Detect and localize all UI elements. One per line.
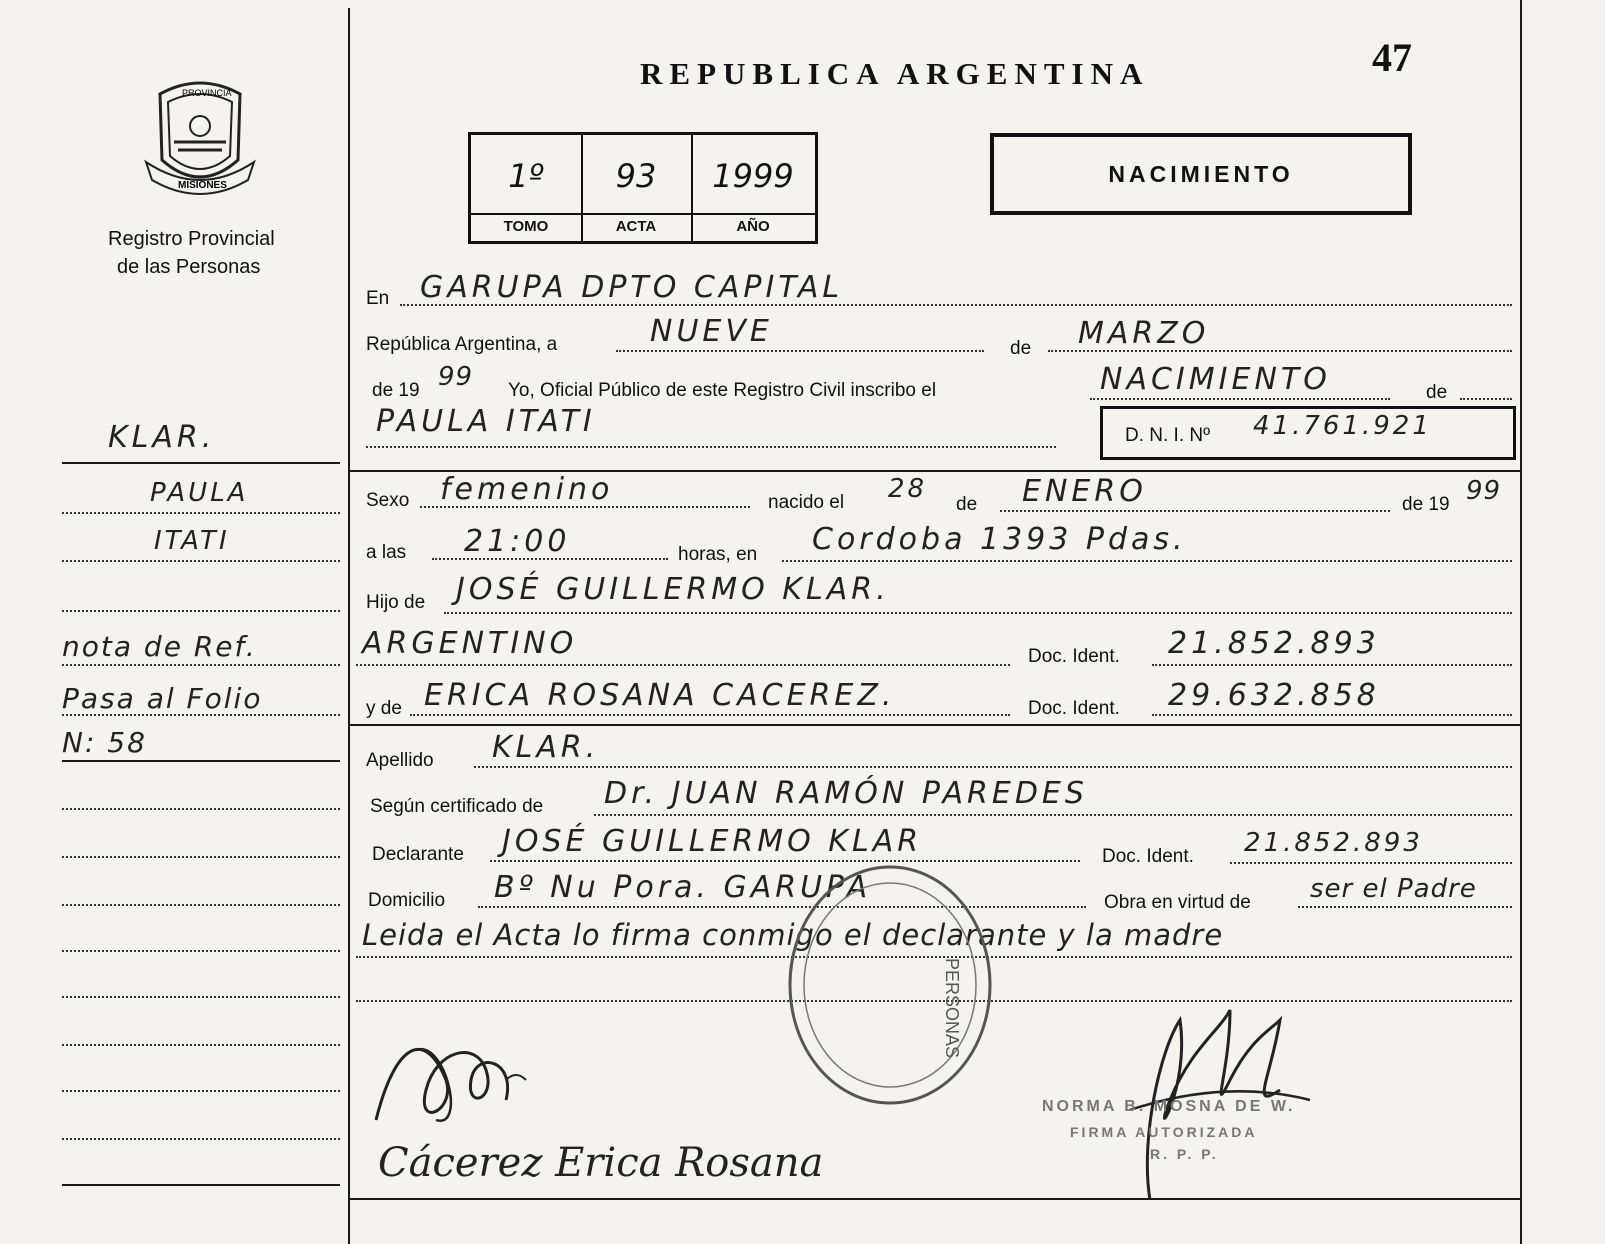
margin-line-6 [62,714,340,716]
leida-statement: Leida el Acta lo firma conmigo el declarante y la madre [362,918,1224,952]
tomo-cell [471,135,583,241]
margin-line-14 [62,1090,340,1092]
margin-line-8 [62,808,340,810]
record-type-box [990,133,1412,215]
acta-value: 93 [615,157,657,195]
de3-label: de [956,494,978,515]
ano-cell [691,135,815,241]
nacido-day: 28 [888,474,928,504]
margin-line-3 [62,560,340,562]
dni-box [1100,406,1516,460]
dni-label: D. N. I. Nº [1125,425,1211,446]
margin-name-2: ITATI [154,526,230,556]
hora-value: 21:00 [464,524,571,559]
margin-line-1 [62,462,340,464]
padre-nac-line [356,664,1010,666]
bottom-rule [350,1198,1520,1200]
margin-line-12 [62,996,340,998]
certificado-value: Dr. JUAN RAMÓN PAREDES [604,776,1088,811]
tomo-value: 1º [508,157,544,195]
de2-line [1460,398,1512,400]
obra-value: ser el Padre [1310,874,1477,904]
margin-line-4 [62,610,340,612]
declarante-label: Declarante [372,844,464,865]
margin-name-1: PAULA [150,478,249,508]
padre-nacionalidad: ARGENTINO [362,626,578,661]
obra-label: Obra en virtud de [1104,892,1251,913]
right-margin-border [1520,0,1522,1244]
mother-signature-name: Cácerez Erica Rosana [378,1140,824,1186]
day-line [616,350,984,352]
madre-doc-value: 29.632.858 [1168,678,1380,713]
madre-doc-label: Doc. Ident. [1028,698,1120,719]
oficial-label: Yo, Oficial Público de este Registro Civil inscribo el [508,380,937,401]
sexo-line [420,506,750,508]
registry-name-line2: de las Personas [117,256,261,278]
alas-label: a las [366,542,407,563]
madre-doc-line [1152,714,1512,716]
acta-cell [581,135,693,241]
sexo-label: Sexo [366,490,410,511]
lugar-line [782,560,1512,562]
declarante-value: JOSÉ GUILLERMO KLAR [502,824,923,859]
madre-line [410,714,1010,716]
provincial-seal-icon [138,76,262,202]
republica-label: República Argentina, a [366,334,558,355]
hora-line [432,558,668,560]
round-stamp-text: PERSONAS [942,958,962,1059]
official-stamp-line1: NORMA B. MOSNA DE W. [1042,1098,1296,1115]
acta-label: ACTA [581,213,691,235]
tipo-line [1090,398,1390,400]
seal-text-top: PROVINCIA [182,88,232,98]
left-margin-border [348,8,350,1244]
margin-line-2 [62,512,340,514]
de2-label: de [1426,382,1448,403]
domicilio-label: Domicilio [368,890,446,911]
nacido-month: ENERO [1022,474,1147,509]
madre-value: ERICA ROSANA CACEREZ. [424,678,896,713]
hijo-label: Hijo de [366,592,426,613]
record-type-label: NACIMIENTO [1108,161,1294,187]
sexo-value: femenino [440,472,614,507]
margin-note-2: Pasa al Folio [62,682,263,715]
padre-doc-line [1152,664,1512,666]
record-number-box [468,132,818,244]
certificado-line [594,814,1512,816]
declarante-doc-label: Doc. Ident. [1102,846,1194,867]
en-label: En [366,288,390,309]
margin-line-11 [62,950,340,952]
margin-line-16 [62,1184,340,1186]
de-label: de [1010,338,1032,359]
page-title: REPUBLICA ARGENTINA [640,56,1150,91]
en-value: GARUPA DPTO CAPITAL [420,270,844,305]
padre-doc-label: Doc. Ident. [1028,646,1120,667]
nacido-year-suffix: 99 [1466,476,1502,506]
y-de-label: y de [366,698,402,719]
obra-line [1298,906,1512,908]
apellido-line [474,766,1512,768]
segun-label: Según certificado de [370,796,544,817]
lugar-value: Cordoba 1393 Pdas. [812,522,1187,557]
margin-line-13 [62,1044,340,1046]
registry-name-line1: Registro Provincial [108,228,275,250]
nombre-line [366,446,1056,448]
year-prefix: de 19 [372,380,420,401]
round-stamp-icon [780,860,1000,1110]
margin-line-5 [62,664,340,666]
folio-number: 47 [1372,35,1412,80]
margin-line-7 [62,760,340,762]
margin-line-9 [62,856,340,858]
margin-line-15 [62,1138,340,1140]
padre-value: JOSÉ GUILLERMO KLAR. [456,572,890,607]
margin-line-10 [62,904,340,906]
en-line [400,304,1512,306]
section-rule-2 [350,724,1520,726]
nombre-value: PAULA ITATI [376,404,596,439]
apellido-label: Apellido [366,750,434,771]
ano-label: AÑO [691,213,815,235]
margin-surname: KLAR. [108,420,216,455]
declarante-doc-value: 21.852.893 [1244,828,1423,858]
tomo-label: TOMO [471,213,581,235]
nacido-year-prefix: de 19 [1402,494,1450,515]
ano-value: 1999 [712,157,794,195]
year-suffix: 99 [438,362,474,392]
declarante-doc-line [1230,862,1512,864]
domicilio-value: Bº Nu Pora. GARUPA [494,870,872,905]
nacido-line [1000,510,1390,512]
declarant-signature-icon [356,1020,556,1140]
dni-value: 41.761.921 [1253,411,1432,441]
nacido-label: nacido el [768,492,845,513]
margin-note-1: nota de Ref. [62,630,257,663]
horas-label: horas, en [678,544,758,565]
apellido-value: KLAR. [492,730,600,765]
seal-text-bottom: MISIONES [178,180,227,191]
margin-note-3: N: 58 [62,726,147,759]
month-value: MARZO [1078,316,1210,351]
padre-line [444,612,1512,614]
day-value: NUEVE [650,314,773,349]
month-line [1048,350,1512,352]
padre-doc-value: 21.852.893 [1168,626,1380,661]
tipo-value: NACIMIENTO [1100,362,1331,397]
official-stamp-line3: R. P. P. [1150,1146,1219,1162]
official-stamp-line2: FIRMA AUTORIZADA [1070,1124,1258,1140]
